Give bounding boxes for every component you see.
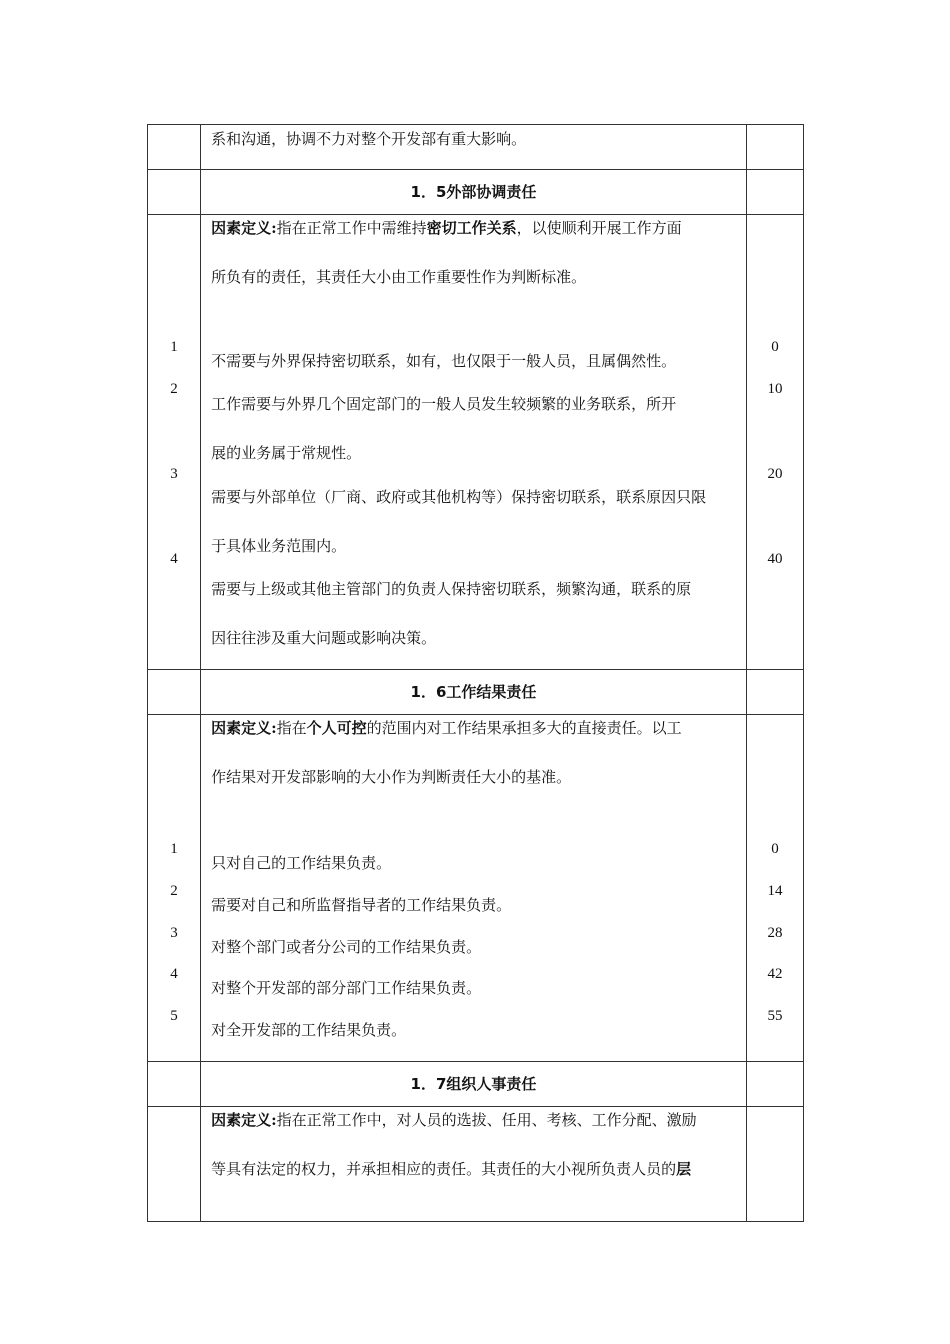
level-description: 需要与上级或其他主管部门的负责人保持密切联系，频繁沟通，联系的原 [211,580,692,598]
level-score: 42 [767,966,783,982]
evaluation-table [147,124,804,1222]
level-description: 只对自己的工作结果负责。 [211,854,392,872]
factor-definition: 因素定义:指在个人可控的范围内对工作结果承担多大的直接责任。以工 [211,719,682,737]
level-score: 20 [767,466,783,482]
level-description: 需要与外部单位（厂商、政府或其他机构等）保持密切联系，联系原因只限 [211,488,707,506]
level-score: 14 [767,883,783,899]
level-number: 1 [170,339,178,355]
level-number: 5 [170,1008,178,1024]
factor-definition: 因素定义:指在正常工作中需维持密切工作关系，以使顺利开展工作方面 [211,219,682,237]
level-number: 3 [170,925,178,941]
continuation-text: 系和沟通，协调不力对整个开发部有重大影响。 [211,130,527,148]
definition-label: 因素定义: [211,1111,277,1129]
section-header-row [148,1062,804,1107]
level-number: 1 [170,841,178,857]
section-body-row [148,215,804,670]
level-description-column: 因素定义:指在个人可控的范围内对工作结果承担多大的直接责任。以工 作结果对开发部影响的大小作为判断责任大小的基准。 只对自己的工作结果负责。 需要对自己和所监督指导者的工作结果负责。 对整个部门或者分公司的工作结果负责。 对整个开发部的部分部门工作结果负责。 对全开发部的工作结果负责。 [201,715,747,1062]
level-description: 对全开发部的工作结果负责。 [211,1021,407,1039]
level-number: 4 [170,551,178,567]
level-description: 对整个开发部的部分部门工作结果负责。 [211,979,482,997]
section-header-row [148,670,804,715]
level-score: 0 [771,841,779,857]
number-cell [148,125,201,170]
level-number-column [148,715,201,1062]
level-description: 需要对自己和所监督指导者的工作结果负责。 [211,896,512,914]
continuation-row [148,125,804,170]
level-description: 对整个部门或者分公司的工作结果负责。 [211,938,482,956]
level-score: 40 [767,551,783,567]
definition-label: 因素定义: [211,719,277,737]
level-score: 55 [767,1008,783,1024]
level-score: 10 [767,381,783,397]
level-number: 2 [170,381,178,397]
level-description-column: 因素定义:指在正常工作中，对人员的选拔、任用、考核、工作分配、激励 等具有法定的权力，并承担相应的责任。其责任的大小视所负责人员的层 [201,1107,747,1222]
definition-emphasis: 密切工作关系 [426,219,517,237]
section-body-row [148,715,804,1062]
section-title: 1．5外部协调责任 [201,170,747,215]
level-number: 4 [170,966,178,982]
section-title: 1．7组织人事责任 [201,1062,747,1107]
level-score: 28 [767,925,783,941]
level-score: 0 [771,339,779,355]
definition-label: 因素定义: [211,219,277,237]
score-column [746,715,803,1062]
level-number: 3 [170,466,178,482]
level-description: 工作需要与外界几个固定部门的一般人员发生较频繁的业务联系，所开 [211,395,677,413]
level-description: 不需要与外界保持密切联系，如有，也仅限于一般人员，且属偶然性。 [211,352,677,370]
level-description-column: 因素定义:指在正常工作中需维持密切工作关系，以使顺利开展工作方面 所负有的责任，其责任大小由工作重要性作为判断标准。 不需要与外界保持密切联系，如有，也仅限于一般人员，且属偶然性。 工作需要与外界几个固定部门的一般人员发生较频繁的业务联系，所开 展的业务属于常规性。 需要与外部单位（厂商、政府或其他机构等）保持密切联系，联系原因只限 于具体业务范围内。 需要与上级或其他主管部门的负责人保持密切联系，频繁沟通，联系的原 因往往涉及重大问题或影响决策。 [201,215,747,670]
section-header-row [148,170,804,215]
definition-emphasis: 个人可控 [306,719,367,737]
level-number-column [148,215,201,670]
definition-emphasis: 层 [676,1160,692,1178]
factor-definition: 因素定义:指在正常工作中，对人员的选拔、任用、考核、工作分配、激励 [211,1111,697,1129]
content-cell [201,125,747,170]
section-body-row [148,1107,804,1222]
score-cell [746,125,803,170]
level-number: 2 [170,883,178,899]
score-column [746,215,803,670]
section-title: 1．6工作结果责任 [201,670,747,715]
